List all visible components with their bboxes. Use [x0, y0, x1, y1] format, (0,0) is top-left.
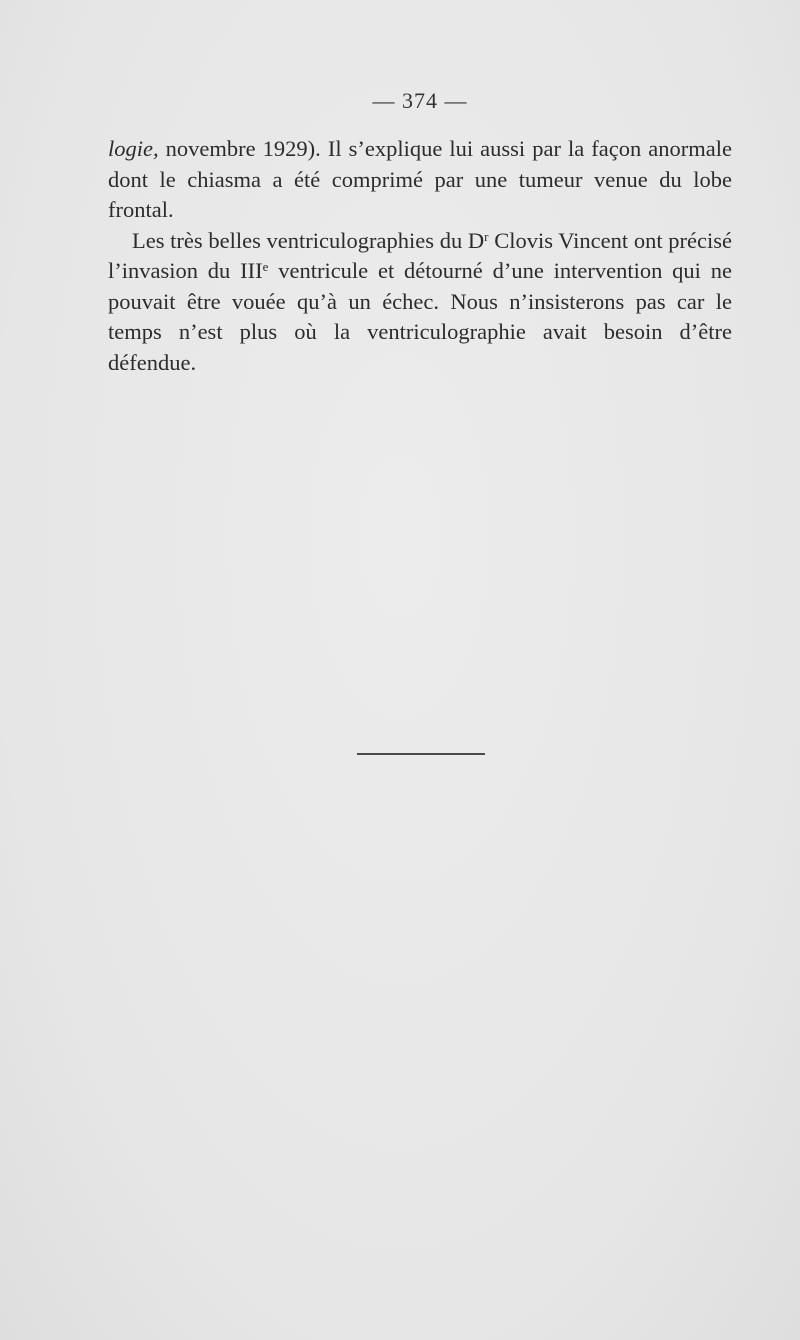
italic-lead: logie,: [108, 136, 159, 161]
superscript-e: e: [262, 259, 269, 274]
paragraph-text: novembre 1929). Il s’explique lui aussi par la façon anormale dont le chiasma a été comprimé par une tumeur venue du lobe frontal.: [108, 136, 732, 222]
body-text: [108, 134, 732, 378]
paragraph-text-part2: Clovis Vincent ont précisé l’invasion du III: [108, 227, 732, 283]
paragraph-text-part3: ventricule et détourné d’une intervention qui ne pouvait être vouée qu’à un échec. Nous n’insisterons pas car le temps n’est plus où la ventriculographie avait besoin d’être défendue.: [108, 258, 732, 375]
section-end-rule: [357, 753, 485, 755]
page-number: — 374 —: [372, 88, 468, 113]
paragraph-ventriculography: [108, 226, 732, 379]
paragraph-text-part1: Les très belles ventriculographies du D: [132, 227, 485, 253]
paragraph-continuation: [108, 134, 732, 226]
superscript-r: r: [484, 228, 489, 244]
